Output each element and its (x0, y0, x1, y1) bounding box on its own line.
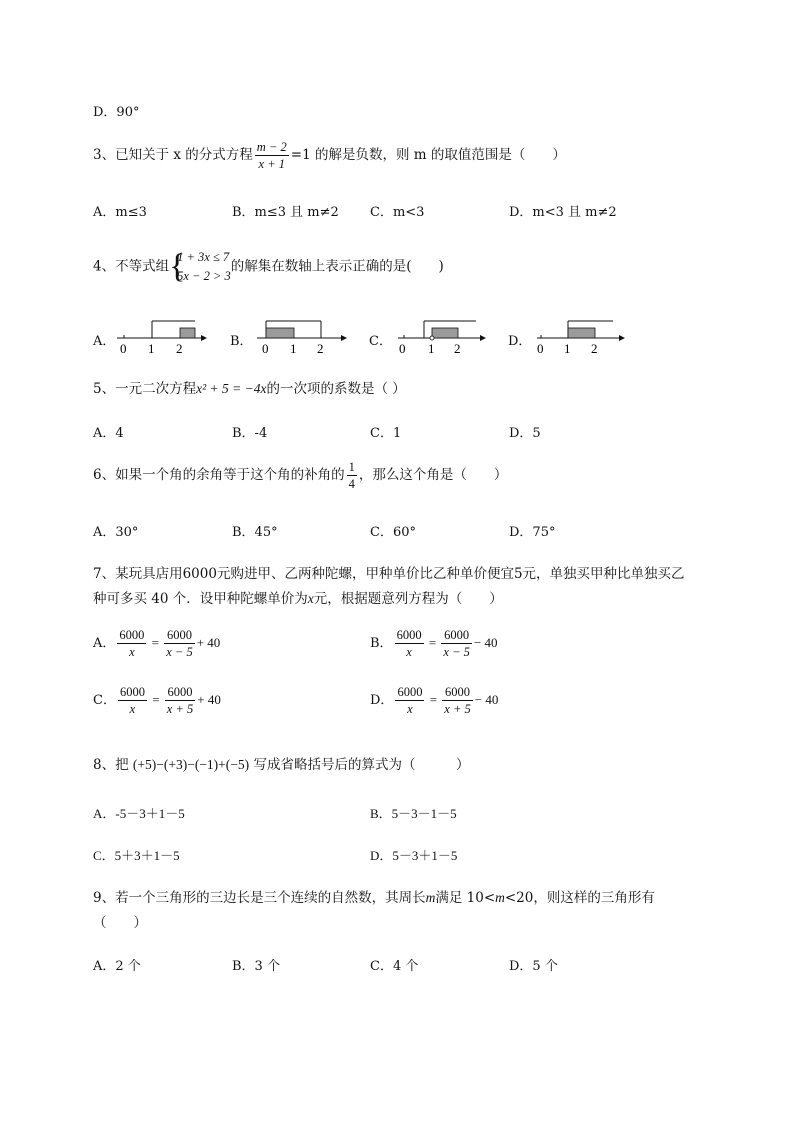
denominator: x + 5 (444, 702, 471, 716)
q5-suffix: 的一次项的系数是（ ） (266, 381, 406, 397)
q5-option-a: A．4 (93, 426, 124, 441)
tick-label-2: 2 (176, 341, 183, 356)
q7-c-left-fraction (118, 685, 147, 716)
q7-option-c: C． $\frac{6000}{x}$ = $\frac{6000}{x + 5}$ + 40 (93, 685, 221, 716)
denominator: x + 5 (166, 702, 194, 716)
q9-option-b: B．3 个 (232, 959, 280, 974)
q7-variable: x (307, 591, 314, 606)
tick-label-1: 1 (148, 341, 155, 356)
q3-option-a: A．m≤3 (93, 205, 147, 220)
q4-number-line-d (533, 316, 628, 356)
q9-suffix: <20，则这样的三角形有 (504, 890, 655, 906)
question-6 (93, 460, 507, 491)
question-5 (93, 377, 406, 397)
q7-option-d-label: D． (370, 693, 394, 708)
tick-label-0: 0 (537, 341, 544, 356)
q6-option-c: C．60° (370, 525, 416, 540)
tick-label-0: 0 (120, 341, 127, 356)
q8-prefix: 8、把 (93, 757, 129, 773)
numerator: 6000 (164, 628, 194, 644)
q9-variable-2: m (495, 890, 505, 905)
q3-prefix: 3、已知关于 x 的分式方程 (93, 147, 253, 163)
question-9-line-2: （ ） (93, 915, 147, 931)
q4-option-a-label: A． (93, 334, 116, 349)
q3-fraction-numerator: m − 2 (256, 140, 287, 154)
arrow-icon (201, 335, 207, 341)
q9-middle: 满足 10< (435, 890, 496, 906)
q3-option-c: C．m<3 (370, 205, 425, 220)
numerator: 6000 (119, 628, 145, 642)
q6-option-b: B．45° (232, 525, 278, 540)
arrow-icon (341, 335, 347, 341)
q3-fraction-denominator: x + 1 (258, 157, 286, 171)
question-4 (93, 248, 444, 286)
q4-option-b-label: B． (230, 334, 253, 349)
q4-inequality-system (169, 248, 231, 286)
q7-option-a: A． $\frac{6000}{x}$ = $\frac{6000}{x - 5}$ + 40 (93, 628, 221, 659)
denominator: x (407, 702, 413, 716)
q7-line-2-suffix: 元，根据题意列方程为（ ） (313, 591, 503, 607)
q5-prefix: 5、一元二次方程 (93, 381, 197, 397)
tick-label-2: 2 (317, 341, 324, 356)
q4-number-line-a (113, 316, 208, 356)
shaded-region (432, 328, 458, 338)
q4-number-line-c (394, 316, 489, 356)
q6-suffix: ，那么这个角是（ ） (358, 467, 508, 483)
tick-label-0: 0 (399, 341, 406, 356)
q9-variable: m (425, 890, 436, 905)
q7-option-b-label: B． (370, 636, 393, 651)
q4-brace: { (169, 248, 186, 285)
q7-d-left-fraction (395, 685, 424, 716)
q9-option-d: D．5 个 (509, 959, 558, 974)
denominator: x − 5 (166, 645, 193, 659)
arrow-icon (619, 335, 625, 341)
q6-option-d: D．75° (509, 525, 556, 540)
q5-option-b: B．-4 (232, 426, 268, 441)
q8-option-c: C．5＋3＋1－5 (93, 848, 180, 863)
numerator: 6000 (397, 685, 423, 699)
tick-label-1: 1 (428, 341, 435, 356)
q7-a-tail: + 40 (196, 635, 221, 650)
q6-fraction-denominator: 4 (348, 477, 355, 491)
shaded-region (568, 328, 595, 338)
numerator: 6000 (441, 628, 471, 644)
q7-option-b: B． $\frac{6000}{x}$ = $\frac{6000}{x - 5}$ − 40 (370, 628, 498, 659)
q3-option-d: D．m<3 且 m≠2 (509, 205, 617, 220)
shaded-region (180, 328, 195, 338)
denominator: x (129, 702, 136, 716)
q4-suffix: 的解集在数轴上表示正确的是( ) (230, 258, 444, 275)
q6-prefix: 6、如果一个角的余角等于这个角的补角的 (93, 467, 345, 483)
denominator: x (406, 645, 412, 659)
q4-inequality-2: 5x − 2 > 3 (177, 269, 231, 283)
q5-option-c: C．1 (370, 426, 402, 441)
q7-c-tail: + 40 (197, 692, 221, 707)
question-3 (93, 140, 566, 171)
q7-a-right-fraction (164, 628, 194, 659)
q5-equation: x² + 5 = −4x (196, 381, 267, 396)
q6-option-a: A．30° (93, 525, 139, 540)
q7-line-2-prefix: 种可多买 40 个．设甲种陀螺单价为 (93, 591, 308, 607)
tick-label-2: 2 (591, 341, 598, 356)
q3-suffix: =1 的解是负数，则 m 的取值范围是（ ） (290, 147, 566, 163)
shaded-region (266, 328, 294, 338)
q7-d-tail: − 40 (474, 692, 499, 707)
tick-label-1: 1 (290, 341, 297, 356)
q3-option-b: B．m≤3 且 m≠2 (232, 205, 339, 220)
q4-option-c-label: C． (369, 334, 392, 349)
numerator: 6000 (396, 628, 422, 642)
q4-number-line-b (253, 316, 348, 356)
q8-suffix: 写成省略括号后的算式为（ ） (253, 757, 470, 773)
q8-option-a: A．-5－3＋1－5 (93, 806, 185, 821)
q4-prefix: 4、不等式组 (93, 258, 170, 275)
arrow-icon (480, 335, 486, 341)
q4-option-d-label: D． (508, 334, 532, 349)
q7-option-c-label: C． (93, 693, 116, 708)
tick-label-1: 1 (564, 341, 571, 356)
q9-option-a: A．2 个 (93, 959, 141, 974)
tick-label-2: 2 (454, 341, 461, 356)
q7-d-right-fraction (442, 685, 472, 716)
q7-b-left-fraction (395, 628, 424, 659)
q7-c-right-fraction (165, 685, 195, 716)
q6-fraction-numerator: 1 (348, 460, 355, 474)
question-9 (93, 886, 655, 906)
q6-fraction (347, 460, 357, 491)
numerator: 6000 (119, 685, 145, 699)
q7-b-right-fraction (441, 628, 471, 659)
q7-a-left-fraction (117, 628, 146, 659)
q7-option-a-label: A． (93, 636, 116, 651)
numerator: 6000 (442, 685, 472, 701)
q5-option-d: D．5 (509, 426, 541, 441)
q9-prefix: 9、若一个三角形的三边长是三个连续的自然数，其周长 (93, 890, 426, 906)
question-7-line-1: 7、某玩具店用6000元购进甲、乙两种陀螺，甲种单价比乙种单价便宜5元，单独买甲种比单独买乙 (93, 566, 685, 582)
q4-inequality-1: 1 + 3x ≤ 7 (177, 250, 230, 264)
q8-option-b: B．5－3－1－5 (370, 806, 457, 821)
q2-option-d: D．90° (93, 105, 140, 120)
q9-option-c: C．4 个 (370, 959, 419, 974)
question-7-line-2 (93, 587, 503, 607)
q7-option-d: D． $\frac{6000}{x}$ = $\frac{6000}{x + 5}$ − 40 (370, 685, 499, 716)
q8-option-d: D．5－3＋1－5 (370, 848, 458, 863)
q8-expression: (+5)−(+3)−(−1)+(−5) (132, 757, 250, 772)
denominator: x (129, 645, 135, 659)
open-circle (430, 336, 434, 340)
tick-label-0: 0 (262, 341, 269, 356)
question-8 (93, 753, 469, 773)
denominator: x − 5 (443, 645, 470, 659)
numerator: 6000 (165, 685, 195, 701)
q3-fraction (255, 140, 289, 171)
q7-b-tail: − 40 (473, 635, 498, 650)
